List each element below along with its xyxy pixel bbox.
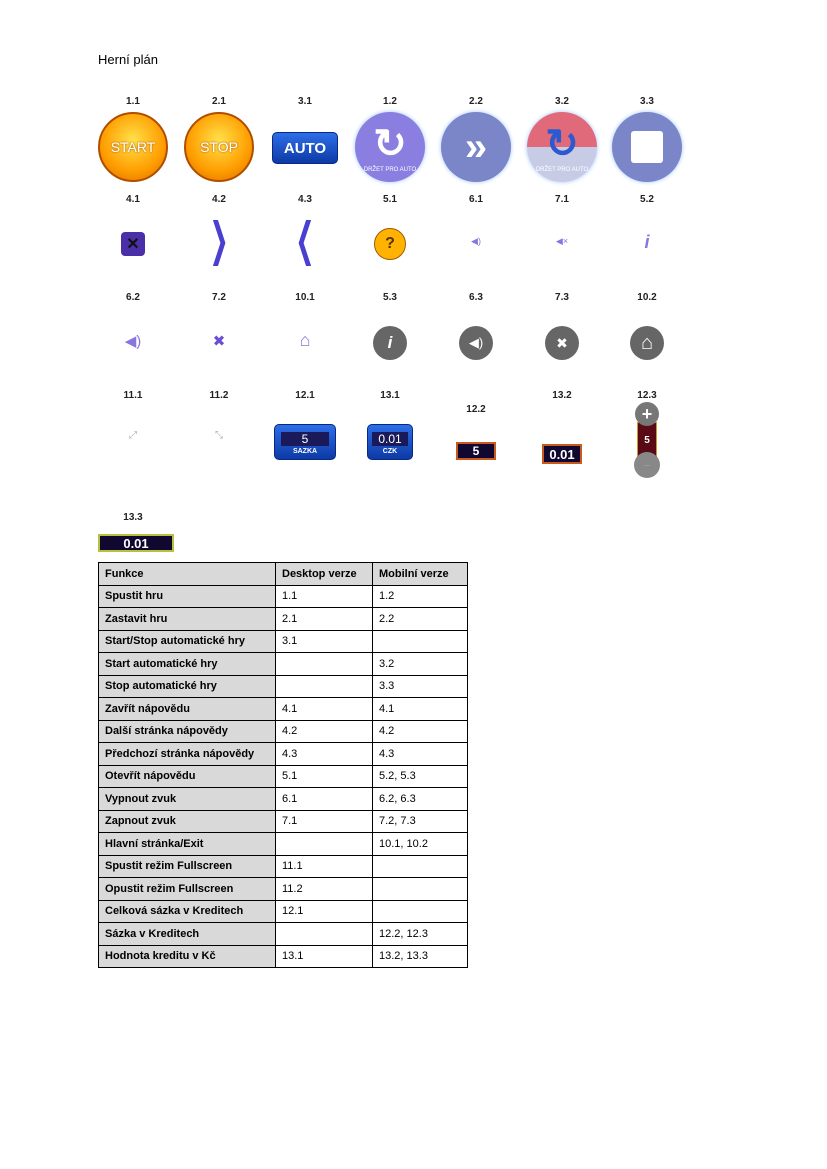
icon-label: 5.1 [383, 194, 397, 205]
start-text: START [110, 139, 156, 155]
icon-label: 12.3 [637, 390, 657, 401]
function-cell: Celková sázka v Kreditech [99, 900, 276, 923]
credit-value: 0.01 [372, 432, 408, 446]
mobile-cell: 7.2, 7.3 [373, 810, 468, 833]
icon-label: 7.3 [555, 292, 569, 303]
icon-label: 6.1 [469, 194, 483, 205]
hold-auto-text: DRŽET PRO AUTO [363, 167, 417, 173]
icon-label: 4.2 [212, 194, 226, 205]
close-icon: ✕ [121, 232, 145, 256]
table-row [99, 675, 468, 698]
desktop-cell [276, 833, 373, 856]
auto-start-icon: ↻ DRŽET PRO AUTO [527, 112, 597, 182]
icon-label: 11.1 [123, 390, 143, 401]
table-row [99, 765, 468, 788]
info-icon: i [373, 326, 407, 360]
table-row [99, 878, 468, 901]
mobile-cell: 3.3 [373, 675, 468, 698]
home-icon: ⌂ [299, 330, 311, 350]
bet-display: 5 [456, 442, 496, 460]
icon-label: 12.1 [295, 390, 315, 401]
stop-square-icon [612, 112, 682, 182]
function-cell: Start/Stop automatické hry [99, 630, 276, 653]
desktop-cell: 12.1 [276, 900, 373, 923]
minus-icon: − [634, 452, 660, 478]
total-bet-display [274, 424, 336, 460]
table-row [99, 833, 468, 856]
table-row [99, 788, 468, 811]
mobile-cell: 4.1 [373, 698, 468, 721]
mobile-cell: 12.2, 12.3 [373, 923, 468, 946]
icon-label: 13.1 [380, 390, 400, 401]
mobile-cell [373, 878, 468, 901]
table-row [99, 720, 468, 743]
credit-display: 0.01 [98, 534, 174, 552]
home-icon: ⌂ [630, 326, 664, 360]
page-title: Herní plán [98, 52, 158, 67]
desktop-cell: 3.1 [276, 630, 373, 653]
icon-label: 10.2 [637, 292, 657, 303]
mobile-cell: 3.2 [373, 653, 468, 676]
icon-label: 1.1 [126, 96, 140, 107]
auto-button-icon [272, 132, 338, 164]
credit-value-display [367, 424, 413, 460]
desktop-cell: 13.1 [276, 945, 373, 968]
function-cell: Start automatické hry [99, 653, 276, 676]
table-row [99, 945, 468, 968]
stop-button-icon [184, 112, 254, 182]
function-cell: Další stránka nápovědy [99, 720, 276, 743]
mobile-cell: 4.2 [373, 720, 468, 743]
function-cell: Zapnout zvuk [99, 810, 276, 833]
icon-label: 5.3 [383, 292, 397, 303]
icon-label: 11.2 [209, 390, 229, 401]
table-row [99, 923, 468, 946]
icon-label: 5.2 [640, 194, 654, 205]
sound-on-icon: ◀) [471, 236, 481, 246]
sound-on-icon: ◀) [459, 326, 493, 360]
desktop-cell [276, 653, 373, 676]
table-header-row [99, 563, 468, 586]
function-cell: Zavřít nápovědu [99, 698, 276, 721]
function-cell: Hodnota kreditu v Kč [99, 945, 276, 968]
desktop-cell: 11.2 [276, 878, 373, 901]
help-icon: ? [374, 228, 406, 260]
credit-display: 0.01 [542, 444, 582, 464]
currency-caption: CZK [382, 448, 398, 455]
icon-label: 3.2 [555, 96, 569, 107]
info-icon: i [644, 232, 650, 252]
desktop-cell: 6.1 [276, 788, 373, 811]
icon-label: 6.3 [469, 292, 483, 303]
icon-label: 6.2 [126, 292, 140, 303]
spin-refresh-icon: ↻ DRŽET PRO AUTO [355, 112, 425, 182]
sound-off-icon: ◀× [555, 236, 569, 246]
auto-text: AUTO [283, 139, 327, 157]
icon-label: 10.1 [295, 292, 315, 303]
table-row [99, 855, 468, 878]
mobile-cell: 13.2, 13.3 [373, 945, 468, 968]
function-cell: Spustit režim Fullscreen [99, 855, 276, 878]
chevron-right-icon: ❯ [209, 213, 229, 265]
table-row [99, 900, 468, 923]
desktop-cell [276, 675, 373, 698]
chevron-left-icon: ❮ [295, 213, 315, 265]
icon-label: 13.3 [123, 512, 143, 523]
mobile-cell: 10.1, 10.2 [373, 833, 468, 856]
plus-icon: + [635, 402, 659, 426]
function-cell: Otevřít nápovědu [99, 765, 276, 788]
function-cell: Hlavní stránka/Exit [99, 833, 276, 856]
table-row [99, 743, 468, 766]
icon-label: 4.3 [298, 194, 312, 205]
bet-value: 5 [281, 432, 329, 446]
table-row [99, 585, 468, 608]
icon-label: 7.2 [212, 292, 226, 303]
desktop-cell [276, 923, 373, 946]
function-cell: Stop automatické hry [99, 675, 276, 698]
stop-text: STOP [200, 139, 238, 155]
mobile-cell: 1.2 [373, 585, 468, 608]
function-cell: Zastavit hru [99, 608, 276, 631]
desktop-cell: 11.1 [276, 855, 373, 878]
icon-label: 7.1 [555, 194, 569, 205]
bet-caption: SAZKA [292, 448, 318, 455]
function-cell: Opustit režim Fullscreen [99, 878, 276, 901]
desktop-cell: 1.1 [276, 585, 373, 608]
hold-auto-text: DRŽET PRO AUTO [535, 167, 589, 173]
mobile-cell: 5.2, 5.3 [373, 765, 468, 788]
header-desktop: Desktop verze [276, 563, 373, 586]
mobile-cell: 2.2 [373, 608, 468, 631]
desktop-cell: 4.1 [276, 698, 373, 721]
mobile-cell: 4.3 [373, 743, 468, 766]
icon-label: 13.2 [552, 390, 572, 401]
icon-label: 2.1 [212, 96, 226, 107]
header-mobile: Mobilní verze [373, 563, 468, 586]
mobile-cell [373, 630, 468, 653]
icon-label: 3.3 [640, 96, 654, 107]
function-cell: Sázka v Kreditech [99, 923, 276, 946]
function-cell: Předchozí stránka nápovědy [99, 743, 276, 766]
table-row [99, 630, 468, 653]
desktop-cell: 4.2 [276, 720, 373, 743]
start-button-icon [98, 112, 168, 182]
mobile-cell [373, 900, 468, 923]
sound-off-icon: ✖ [545, 326, 579, 360]
icon-label: 12.2 [466, 404, 486, 415]
sound-on-icon: ◀) [124, 333, 142, 350]
icon-label: 2.2 [469, 96, 483, 107]
mobile-cell: 6.2, 6.3 [373, 788, 468, 811]
header-function: Funkce [99, 563, 276, 586]
function-cell: Vypnout zvuk [99, 788, 276, 811]
icon-label: 3.1 [298, 96, 312, 107]
fullscreen-enter-icon: ⤢ [129, 430, 137, 441]
desktop-cell: 7.1 [276, 810, 373, 833]
desktop-cell: 4.3 [276, 743, 373, 766]
fast-forward-icon: » [441, 112, 511, 182]
icon-label: 1.2 [383, 96, 397, 107]
fullscreen-exit-icon: ⤡ [215, 430, 223, 441]
desktop-cell: 2.1 [276, 608, 373, 631]
mobile-cell [373, 855, 468, 878]
table-row [99, 608, 468, 631]
icon-label: 4.1 [126, 194, 140, 205]
desktop-cell: 5.1 [276, 765, 373, 788]
bet-stepper-value: 5 [637, 422, 657, 458]
function-table [98, 562, 468, 968]
table-row [99, 653, 468, 676]
sound-off-icon: ✖ [212, 333, 226, 350]
table-row [99, 810, 468, 833]
table-row [99, 698, 468, 721]
function-cell: Spustit hru [99, 585, 276, 608]
